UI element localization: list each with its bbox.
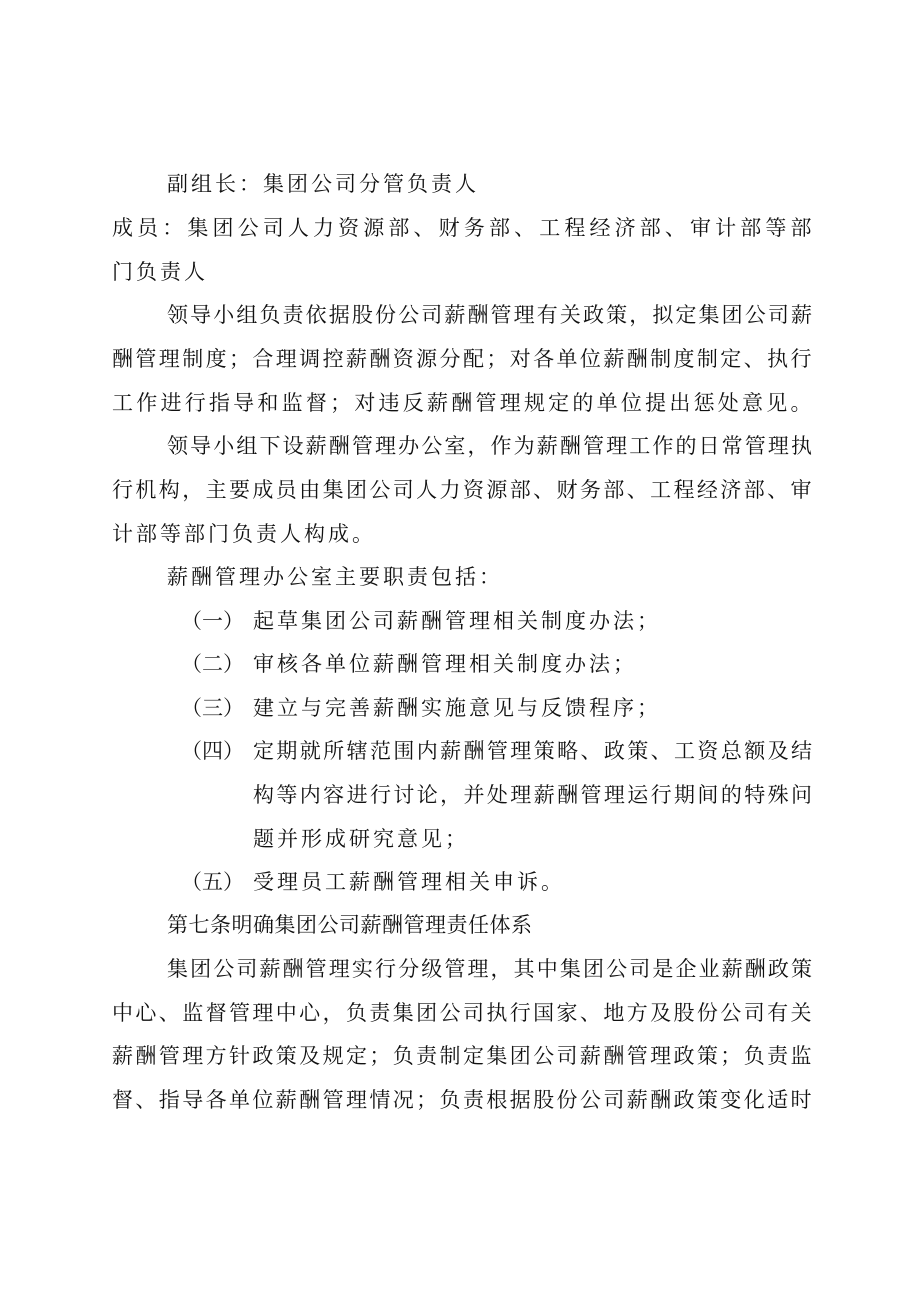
office-setup-line-3: 计部等部门负责人构成。 <box>112 522 376 546</box>
duty-1-text: 起草集团公司薪酬管理相关制度办法； <box>253 609 661 633</box>
duty-5-number: （五） <box>181 870 244 894</box>
article-7-heading: 第七条明确集团公司薪酬管理责任体系 <box>167 913 533 937</box>
leading-group-duty-line-2: 酬管理制度；合理调控薪酬资源分配；对各单位薪酬制度制定、执行 <box>112 347 812 371</box>
duty-4-text-line-2: 构等内容进行讨论，并处理薪酬管理运行期间的特殊问 <box>253 783 812 807</box>
duty-4-number: （四） <box>181 739 244 763</box>
duty-4-text-line-1: 定期就所辖范围内薪酬管理策略、政策、工资总额及结 <box>253 739 812 763</box>
duty-2-number: （二） <box>181 652 244 676</box>
deputy-leader-line: 副组长：集团公司分管负责人 <box>167 172 479 196</box>
article-7-body-line-1: 集团公司薪酬管理实行分级管理，其中集团公司是企业薪酬政策 <box>167 957 812 981</box>
duty-3-text: 建立与完善薪酬实施意见与反馈程序； <box>253 696 661 720</box>
office-setup-line-2: 行机构，主要成员由集团公司人力资源部、财务部、工程经济部、审 <box>112 478 812 502</box>
article-7-body-line-3: 薪酬管理方针政策及规定；负责制定集团公司薪酬管理政策；负责监 <box>112 1044 812 1068</box>
leading-group-duty-line-1: 领导小组负责依据股份公司薪酬管理有关政策，拟定集团公司薪 <box>167 303 812 327</box>
duty-5-text: 受理员工薪酬管理相关申诉。 <box>253 870 565 894</box>
members-line-2: 门负责人 <box>112 260 208 284</box>
article-7-body-line-2: 中心、监督管理中心，负责集团公司执行国家、地方及股份公司有关 <box>112 1001 812 1025</box>
duty-4-text-line-3: 题并形成研究意见； <box>253 827 469 851</box>
duty-1-number: （一） <box>181 609 244 633</box>
members-line-1: 成员：集团公司人力资源部、财务部、工程经济部、审计部等部 <box>112 216 812 240</box>
article-7-body-line-4: 督、指导各单位薪酬管理情况；负责根据股份公司薪酬政策变化适时 <box>112 1088 812 1112</box>
duty-3-number: （三） <box>181 696 244 720</box>
duty-2-text: 审核各单位薪酬管理相关制度办法； <box>253 652 637 676</box>
office-setup-line-1: 领导小组下设薪酬管理办公室，作为薪酬管理工作的日常管理执 <box>167 434 812 458</box>
leading-group-duty-line-3: 工作进行指导和监督；对违反薪酬管理规定的单位提出惩处意见。 <box>112 391 812 415</box>
office-duties-intro: 薪酬管理办公室主要职责包括： <box>167 565 503 589</box>
